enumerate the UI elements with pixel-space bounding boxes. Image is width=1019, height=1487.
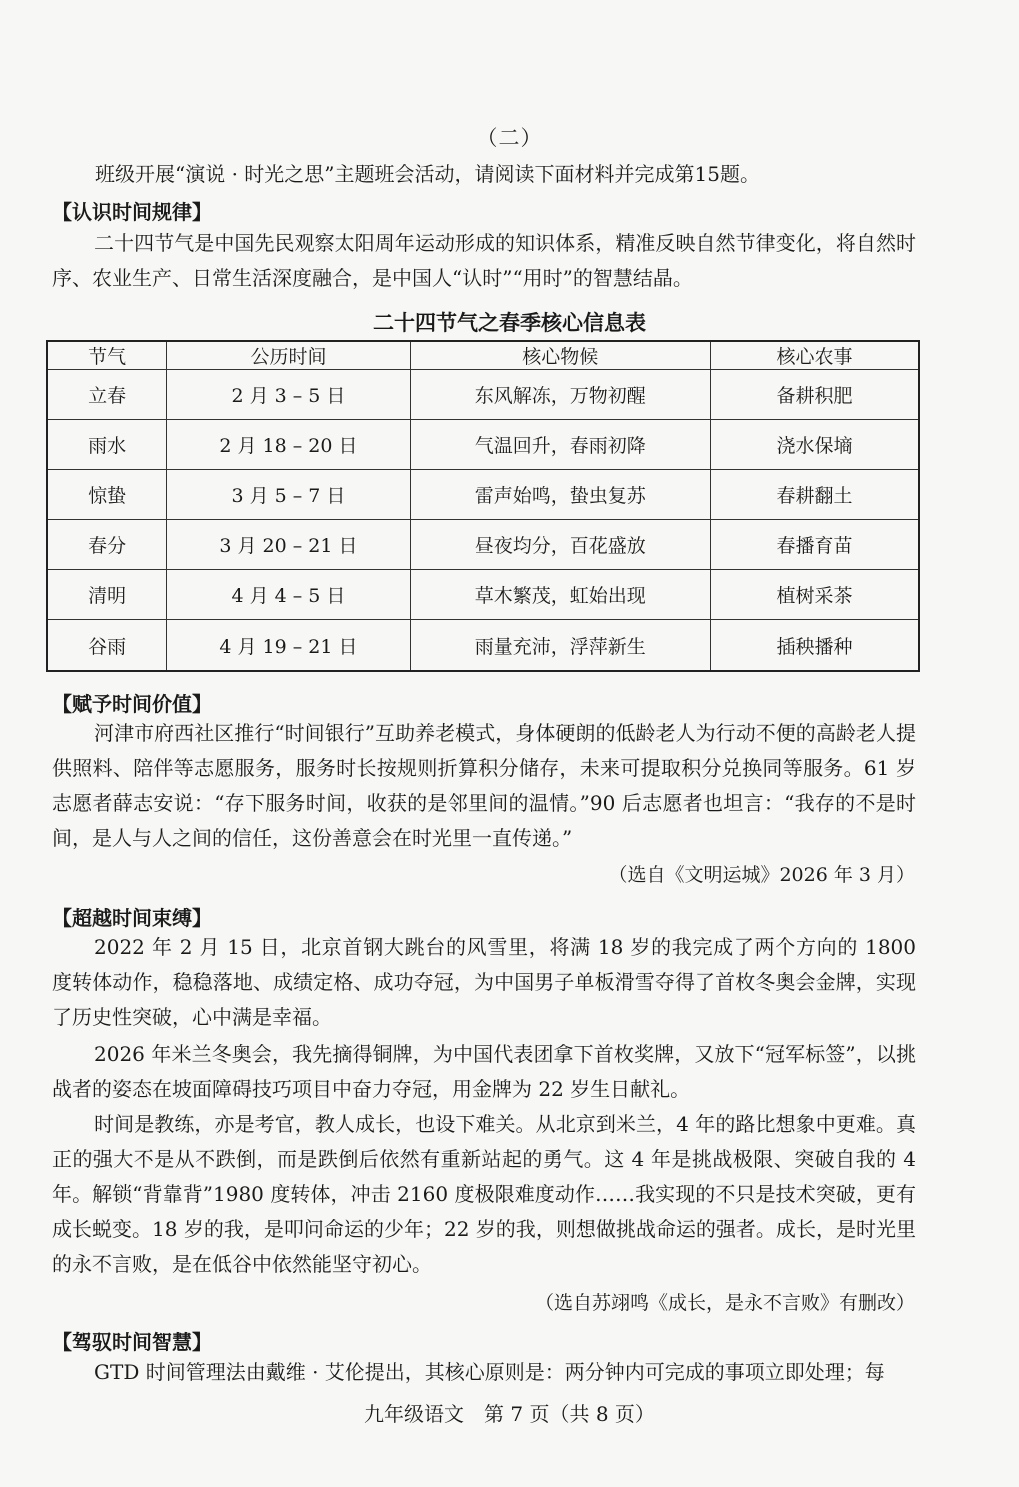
header-term: 节气 <box>47 341 167 370</box>
cell-term: 立春 <box>47 370 167 420</box>
cell-date: 4 月 4 – 5 日 <box>167 570 410 620</box>
table-row <box>47 470 919 520</box>
cell-term: 清明 <box>47 570 167 620</box>
cell-phenology: 雷声始鸣，蛰虫复苏 <box>410 470 710 520</box>
citation-growth: （选自苏翊鸣《成长，是永不言败》有删改） <box>534 1292 915 1314</box>
page-footer: 九年级语文 第 7 页（共 8 页） <box>364 1402 655 1426</box>
cell-term: 春分 <box>47 520 167 570</box>
table-row <box>47 620 919 671</box>
cell-phenology: 东风解冻，万物初醒 <box>410 370 710 420</box>
paragraph-milan: 2026 年米兰冬奥会，我先摘得铜牌，为中国代表团拿下首枚奖牌，又放下“冠军标签”，以挑战者的姿态在坡面障碍技巧项目中奋力夺冠，用金牌为 22 岁生日献礼。 <box>52 1042 916 1101</box>
heading-give-value: 【赋予时间价值】 <box>52 692 212 716</box>
cell-term: 惊蛰 <box>47 470 167 520</box>
paragraph-beijing: 2022 年 2 月 15 日，北京首钢大跳台的风雪里，将满 18 岁的我完成了两个方向的 1800 度转体动作，稳稳落地、成绩定格、成功夺冠，为中国男子单板滑雪夺得了首枚冬奥会金牌，实现了历史性突破，心中满是幸福。 <box>52 935 916 1029</box>
table-row <box>47 370 919 420</box>
heading-master-time: 【驾驭时间智慧】 <box>52 1330 212 1354</box>
cell-farming: 春播育苗 <box>710 520 919 570</box>
header-farming: 核心农事 <box>710 341 919 370</box>
paragraph-growth: 时间是教练，亦是考官，教人成长，也设下难关。从北京到米兰，4 年的路比想象中更难。真正的强大不是从不跌倒，而是跌倒后依然有重新站起的勇气。这 4 年是挑战极限、突破自我的 4 年。解锁“背靠背”1980 度转体，冲击 2160 度极限难度动作……我实现的不只是技术突破，更有成长蜕变。18 岁的我，是叩问命运的少年；22 岁的我，则想做挑战命运的强者。成长，是时光里的永不言败，是在低谷中依然能坚守初心。 <box>52 1112 916 1276</box>
table-title: 二十四节气之春季核心信息表 <box>373 311 646 335</box>
cell-farming: 浇水保墒 <box>710 420 919 470</box>
heading-transcend-time: 【超越时间束缚】 <box>52 906 212 930</box>
cell-phenology: 气温回升，春雨初降 <box>410 420 710 470</box>
intro-instruction: 班级开展“演说 · 时光之思”主题班会活动，请阅读下面材料并完成第15题。 <box>95 162 760 186</box>
table-row <box>47 520 919 570</box>
paragraph-time-bank: 河津市府西社区推行“时间银行”互助养老模式，身体硬朗的低龄老人为行动不便的高龄老人提供照料、陪伴等志愿服务，服务时长按规则折算积分储存，未来可提取积分兑换同等服务。61 岁志愿者薛志安说：“存下服务时间，收获的是邻里间的温情。”90 后志愿者也坦言：“我存的不是时间，是人与人之间的信任，这份善意会在时光里一直传递。” <box>52 721 916 850</box>
cell-phenology: 昼夜均分，百花盛放 <box>410 520 710 570</box>
cell-date: 2 月 18 – 20 日 <box>167 420 410 470</box>
header-phenology: 核心物候 <box>410 341 710 370</box>
header-date: 公历时间 <box>167 341 410 370</box>
cell-term: 谷雨 <box>47 620 167 671</box>
cell-farming: 植树采茶 <box>710 570 919 620</box>
table-row <box>47 570 919 620</box>
cell-date: 3 月 20 – 21 日 <box>167 520 410 570</box>
cell-phenology: 草木繁茂，虹始出现 <box>410 570 710 620</box>
cell-phenology: 雨量充沛，浮萍新生 <box>410 620 710 671</box>
cell-date: 3 月 5 – 7 日 <box>167 470 410 520</box>
table-row <box>47 420 919 470</box>
cell-farming: 春耕翻土 <box>710 470 919 520</box>
cell-date: 4 月 19 – 21 日 <box>167 620 410 671</box>
heading-understand-time: 【认识时间规律】 <box>52 200 212 224</box>
solar-terms-table <box>46 340 920 672</box>
cell-farming: 备耕积肥 <box>710 370 919 420</box>
cell-farming: 插秧播种 <box>710 620 919 671</box>
section-number: （二） <box>476 126 543 150</box>
cell-term: 雨水 <box>47 420 167 470</box>
table-header-row <box>47 341 919 370</box>
cell-date: 2 月 3 – 5 日 <box>167 370 410 420</box>
paragraph-gtd: GTD 时间管理法由戴维 · 艾伦提出，其核心原则是：两分钟内可完成的事项立即处理；每 <box>94 1360 885 1384</box>
paragraph-solar-terms: 二十四节气是中国先民观察太阳周年运动形成的知识体系，精准反映自然节律变化，将自然时序、农业生产、日常生活深度融合，是中国人“认时”“用时”的智慧结晶。 <box>52 231 916 290</box>
citation-time-bank: （选自《文明运城》2026 年 3 月） <box>608 864 915 886</box>
